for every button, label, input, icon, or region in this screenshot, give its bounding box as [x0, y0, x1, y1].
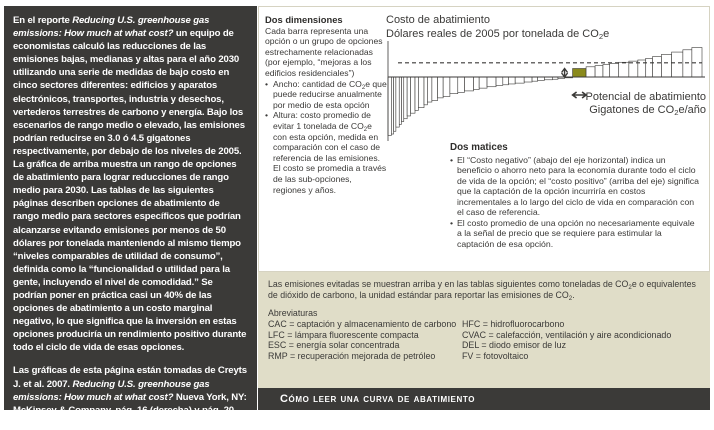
abbr-left-3: RMP = recuperación mejorada de petróleo	[268, 351, 436, 362]
height-sub: 2	[363, 126, 368, 133]
cost-bar	[427, 77, 432, 102]
cost-bar	[402, 77, 404, 122]
chart-x-label-line2-b: e/año	[678, 104, 706, 116]
cost-bar	[388, 77, 391, 135]
cost-bar	[465, 77, 474, 91]
abbr-right-2: DEL = diodo emisor de luz	[462, 340, 567, 351]
abbreviations-grid	[268, 319, 700, 363]
dimensions-item-width	[265, 79, 387, 111]
note-sub-1: 2	[628, 284, 632, 291]
cost-bar	[487, 77, 496, 87]
chart-title-line2-a: Dólares reales de 2005 por tonelada de CO	[386, 28, 599, 40]
cost-bar	[407, 77, 410, 116]
cost-bar	[524, 77, 532, 82]
cost-bar	[586, 67, 595, 77]
cost-bar	[508, 77, 515, 84]
cost-bar	[415, 77, 418, 110]
right-panel	[258, 6, 710, 410]
matices-heading: Dos matices	[450, 142, 508, 153]
height-arrow	[562, 69, 568, 78]
cost-bar	[474, 77, 480, 90]
note-sub-2: 2	[568, 294, 573, 302]
note-text-c: .	[572, 289, 575, 300]
cost-bar	[503, 77, 509, 85]
width-arrow	[573, 92, 587, 98]
intro-paragraph	[13, 14, 248, 354]
abatement-chart	[386, 13, 708, 145]
abbr-right-1: CVAC = calefacción, ventilación y aire acondicionado	[462, 329, 672, 340]
chart-x-label-line1: Potencial de abatimiento	[585, 91, 706, 103]
chart-x-label-line2-sub: 2	[674, 108, 679, 117]
cost-bar	[438, 77, 444, 98]
dimensions-intro: Cada barra representa una opción o un grupo de opciones estrechamente relacionadas (por ejemplo, “mejoras a los edificios residenciales”)	[265, 25, 383, 78]
emissions-note	[268, 279, 700, 301]
matices-list	[450, 155, 700, 250]
highlighted-bar	[573, 69, 587, 78]
matices-box	[450, 143, 700, 249]
footer-title: Cómo leer una curva de abatimiento	[280, 393, 476, 405]
width-sub: 2	[361, 84, 366, 91]
cost-bar	[661, 54, 671, 77]
abbr-left-2: ESC = energía solar concentrada	[268, 340, 400, 351]
cost-bar	[479, 77, 487, 88]
footer-bar	[258, 388, 710, 410]
abbreviations-heading: Abreviaturas	[268, 307, 318, 318]
cost-bar	[404, 77, 407, 119]
credits-text-b: Nueva York, NY: McKinsey & Company, pág. 16 (derecha) y pág. 20 (arriba).	[13, 391, 247, 429]
height-text-b: e con esta opción, medida en comparación con el caso de referencia de las emisiones. El costo se promedia a través de las sub-opciones, regiones y años.	[273, 120, 387, 195]
abbr-left-0: CAC = captación y almacenamiento de carbono	[268, 318, 457, 329]
dimensions-heading: Dos dimensiones	[265, 14, 343, 25]
cost-bar	[450, 77, 458, 94]
width-text-b: e que puede reducirse anualmente por medio de esta opción	[273, 78, 387, 110]
cost-bar	[672, 52, 683, 77]
cost-bar	[418, 77, 424, 108]
cost-bar	[411, 77, 416, 113]
intro-report-title: Reducing U.S. greenhouse gas emissions: How much at what cost?	[13, 15, 210, 40]
dimensions-box	[265, 15, 387, 195]
cost-bar	[496, 77, 503, 85]
cost-bar	[610, 63, 619, 77]
cost-bar	[394, 77, 396, 131]
height-text-a: Altura: costo promedio de evitar 1 tonelada de CO	[273, 110, 371, 131]
credits-paragraph	[13, 364, 248, 429]
dimensions-item-height	[265, 110, 387, 195]
chart-title-line1: Costo de abatimiento	[386, 14, 490, 26]
chart-x-label-line2	[586, 104, 706, 117]
cost-bar	[391, 77, 393, 134]
notes-box	[258, 272, 710, 388]
intro-text-b: un equipo de economistas calculó las reducciones de las emisiones bajas, medianas y altas para el año 2030 utilizando una serie de medidas de bajo costo en cinco sectores diferentes: edificios y aparatos electrónicos, transportes, industria y desechos, vertederos terrestres de carbono y energía. Bajo los escenarios de rango medio o elevado, las emisiones podrían reducirse en 3.0 ó 4.5 gigatones respectivamente, por debajo de los niveles de 2005. La gráfica de arriba muestra un rango de opciones de abatimiento para lograr reducciones de rango medio para 2030. Las tablas de las siguientes páginas describen opciones de abatimiento de rango medio para sectores específicos que podrían alcanzarse evitando emisiones por menos de 50 dólares por tonelada manteniendo al mismo tiempo “niveles comparables de utilidad de consumo”, definida como la “funcionalidad o utilidad para la gente, incluyendo el nivel de comodidad.” Se podrían poner en práctica casi un 40% de las opciones de abatimiento a un costo marginal negativo, lo que significa que la inversión en estas opciones produciría un rendimiento positivo durante todo el ciclo de vida de esas opciones.	[13, 28, 247, 354]
cost-bar	[538, 77, 545, 80]
cost-bar	[603, 65, 610, 77]
note-text-b: e o equivalentes de dióxido de carbono, la unidad estándar para reportar las emisiones de CO	[268, 279, 696, 300]
cost-bar	[652, 57, 661, 77]
chart-x-label	[586, 91, 706, 117]
intro-text-a: En el reporte	[13, 15, 73, 26]
chart-x-label-line2-a: Gigatones de CO	[589, 104, 675, 116]
cost-bar	[399, 77, 401, 124]
abbr-right-3: FV = fotovoltaico	[462, 351, 529, 362]
cost-bar	[619, 62, 629, 77]
cost-bar	[646, 58, 653, 77]
matices-item-2: • El costo promedio de una opción no necesariamente equivale a la señal de precio que se requiere para estimular la captación de esa opción.	[450, 218, 700, 250]
dimensions-list	[265, 79, 387, 196]
cost-bar	[595, 66, 603, 77]
chart-title-line2-sub: 2	[598, 32, 604, 41]
cost-bar	[432, 77, 438, 101]
abbr-right-0: HFC = hidrofluorocarbono	[462, 318, 565, 329]
cost-bar	[515, 77, 524, 83]
credits-text-a: Las gráficas de esta página están tomadas de Creyts J. et al. 2007.	[13, 365, 247, 390]
cost-bar	[424, 77, 427, 105]
note-text-a: Las emisiones evitadas se muestran arriba y en las tablas siguientes como toneladas de CO	[268, 279, 629, 289]
credits-report-title: Reducing U.S. greenhouse gas emissions: How much at what cost?	[13, 378, 210, 403]
cost-bar	[629, 61, 638, 77]
chart-title-line2-b: e	[603, 28, 610, 40]
matices-item-1: • El “Costo negativo” (abajo del eje horizontal) indica un beneficio o ahorro neto para la economía durante todo el ciclo de vida de la opción; el “costo positivo” (arriba del eje) significa que la captación de la opción incurriría en costos incrementales a lo largo del ciclo de vida en comparación con el caso de referencia.	[450, 155, 700, 218]
width-text-a: Ancho: cantidad de CO	[273, 78, 362, 89]
cost-bar	[443, 77, 450, 96]
cost-bar	[532, 77, 538, 81]
abbr-left-1: LFC = lámpara fluorescente compacta	[268, 329, 419, 340]
cost-bar	[396, 77, 399, 127]
chart-box	[258, 6, 710, 272]
abatement-curve-svg	[386, 13, 708, 145]
cost-bar	[458, 77, 465, 92]
left-column	[4, 6, 257, 429]
